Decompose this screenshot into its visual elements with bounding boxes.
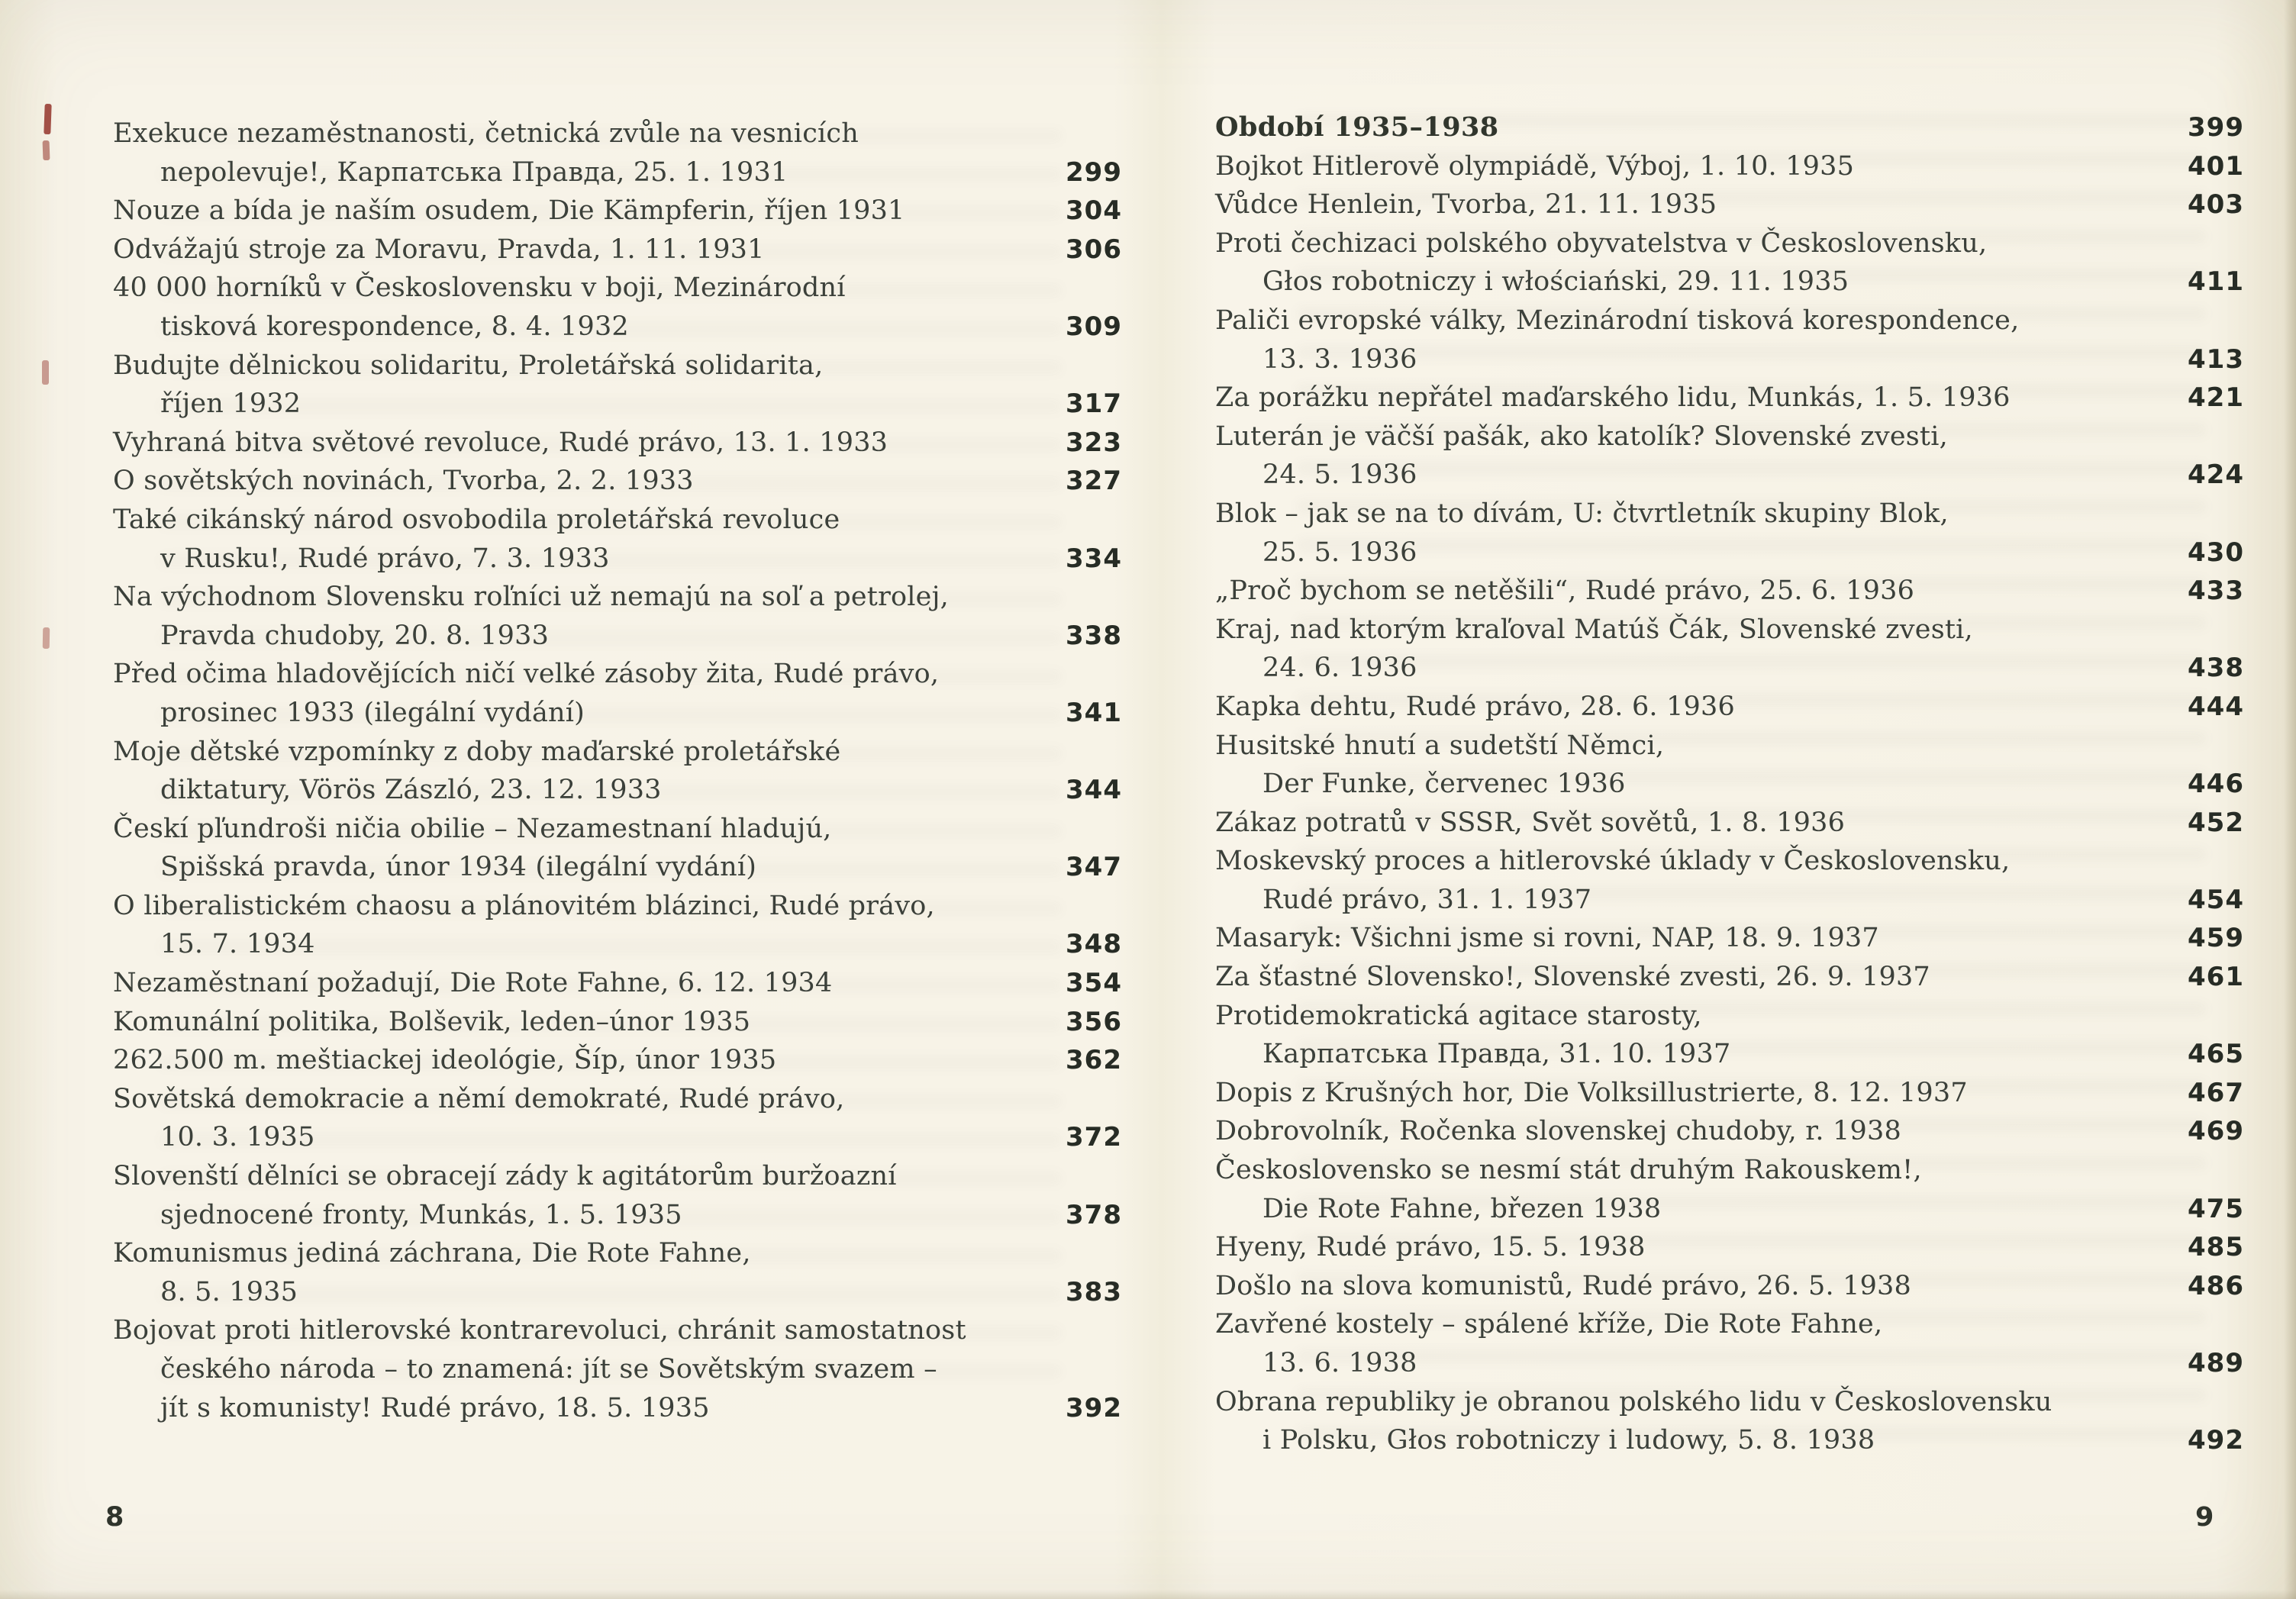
toc-line-text: Rudé právo, 31. 1. 1937 [1262,884,1592,915]
toc-page-number: 430 [2188,537,2244,568]
toc-page-number: 372 [1066,1122,1122,1153]
toc-line-text: Husitské hnutí a sudetští Němci, [1215,730,1665,761]
toc-line [113,501,1122,540]
toc-page-number: 399 [2188,112,2244,143]
toc-line [113,114,1122,153]
toc-line [113,655,1122,694]
toc-page-number: 403 [2188,189,2244,221]
toc-section-heading-line [1215,108,2244,147]
toc-line [1215,997,2244,1036]
toc-line-text: Bojkot Hitlerově olympiádě, Výboj, 1. 10. 1935 [1215,150,1855,182]
toc-line [1215,1151,2244,1190]
toc-line [1215,572,2244,611]
toc-line-text: 8. 5. 1935 [160,1276,298,1307]
toc-line-text: jít s komunisty! Rudé právo, 18. 5. 1935 [160,1392,710,1423]
toc-page-number: 424 [2188,459,2244,491]
toc-line-text: Dopis z Krušných hor, Die Volksillustrierte, 8. 12. 1937 [1215,1077,1968,1108]
toc-line [1215,456,2244,495]
toc-line-text: „Proč bychom se netěšili“, Rudé právo, 25. 6. 1936 [1215,575,1915,607]
toc-line-text: Bojovat proti hitlerovské kontrarevoluci, chránit samostatnost [113,1315,966,1346]
toc-page-number: 413 [2188,343,2244,375]
toc-page-number: 486 [2188,1270,2244,1301]
red-margin-mark [42,360,49,385]
toc-line [113,771,1122,810]
toc-line-text: Masaryk: Všichni jsme si rovni, NAP, 18. 9. 1937 [1215,923,1879,954]
toc-page-number: 323 [1066,427,1122,458]
toc-line [1215,649,2244,688]
toc-page-number: 438 [2188,653,2244,684]
toc-page-number: 446 [2188,769,2244,800]
red-margin-mark [43,627,50,649]
toc-line [113,1311,1122,1350]
toc-line-text: Došlo na slova komunistů, Rudé právo, 26. 5. 1938 [1215,1270,1911,1301]
toc-line-text: nepolevuje!, Карпатська Правда, 25. 1. 1931 [160,156,788,188]
toc-line-text: i Polsku, Głos robotniczy i ludowy, 5. 8. 1938 [1262,1425,1875,1456]
toc-line-text: Kraj, nad ktorým kraľoval Matúš Čák, Slovenské zvesti, [1215,614,1973,645]
toc-page-number: 338 [1066,620,1122,651]
toc-line-text: Za šťastné Slovensko!, Slovenské zvesti, 26. 9. 1937 [1215,962,1930,993]
toc-line-text: Obrana republiky je obranou polského lidu v Československu [1215,1386,2053,1417]
toc-line-text: Českí pľundroši ničia obilie – Nezamestnaní hladujú, [113,813,832,844]
toc-line [113,424,1122,463]
toc-page-number: 347 [1066,852,1122,883]
toc-line-text: 24. 5. 1936 [1262,459,1417,491]
toc-line [113,810,1122,849]
toc-line [1215,804,2244,843]
toc-line-text: Карпатська Правда, 31. 10. 1937 [1262,1039,1731,1070]
toc-line [113,1118,1122,1157]
toc-line-text: Komunismus jediná záchrana, Die Rote Fahne, [113,1238,751,1269]
toc-left-page [113,114,1122,1427]
toc-page-number: 492 [2188,1425,2244,1456]
toc-line-text: Sovětská demokracie a němí demokraté, Rudé právo, [113,1083,845,1114]
toc-page-number: 444 [2188,691,2244,722]
toc-line-text: Budujte dělnickou solidaritu, Proletářská solidarita, [113,350,824,381]
toc-line-text: Vyhraná bitva světové revoluce, Rudé právo, 13. 1. 1933 [113,427,888,458]
toc-line [1215,1035,2244,1074]
toc-page-number: 309 [1066,311,1122,342]
toc-line [113,153,1122,192]
toc-line [113,733,1122,772]
toc-line-text: Zákaz potratů v SSSR, Svět sovětů, 1. 8. 1936 [1215,807,1846,838]
toc-page-number: 411 [2188,266,2244,298]
toc-line-text: 24. 6. 1936 [1262,653,1417,684]
toc-line-text: sjednocené fronty, Munkás, 1. 5. 1935 [160,1199,682,1230]
toc-page-number: 299 [1066,156,1122,188]
toc-line-text: Spišská pravda, únor 1934 (ilegální vydání) [160,852,757,883]
toc-page-number: 317 [1066,388,1122,420]
toc-line-text: Kapka dehtu, Rudé právo, 28. 6. 1936 [1215,691,1735,722]
red-margin-mark [44,104,51,134]
toc-line-text: Moskevský proces a hitlerovské úklady v Československu, [1215,846,2011,877]
toc-line-text: Exekuce nezaměstnanosti, četnická zvůle na vesnicích [113,118,859,149]
toc-page-number: 378 [1066,1199,1122,1230]
toc-line-text: Blok – jak se na to dívám, U: čtvrtletník skupiny Blok, [1215,498,1949,529]
toc-line-text: Hyeny, Rudé právo, 15. 5. 1938 [1215,1232,1646,1263]
toc-line-text: 13. 3. 1936 [1262,343,1417,375]
toc-line [113,1350,1122,1389]
toc-line [113,848,1122,887]
toc-line [1215,919,2244,958]
toc-page-number: 459 [2188,923,2244,954]
toc-line-text: O sovětských novinách, Tvorba, 2. 2. 1933 [113,466,694,497]
toc-line [113,1041,1122,1080]
toc-line [1215,340,2244,379]
toc-line-text: tisková korespondence, 8. 4. 1932 [160,311,629,342]
toc-page-number: 362 [1066,1045,1122,1076]
toc-line [1215,263,2244,301]
toc-page-number: 467 [2188,1077,2244,1108]
toc-line [1215,495,2244,534]
toc-line [1215,727,2244,766]
toc-line [113,1389,1122,1428]
toc-line-text: Komunální politika, Bolševik, leden–únor 1935 [113,1006,751,1037]
toc-line [1215,1421,2244,1460]
toc-line-text: Protidemokratická agitace starosty, [1215,1000,1702,1031]
toc-page-number: 433 [2188,575,2244,607]
toc-line [113,887,1122,926]
toc-line [113,1157,1122,1196]
toc-line-text: Za porážku nepřátel maďarského lidu, Munkás, 1. 5. 1936 [1215,382,2011,414]
toc-line [113,308,1122,347]
toc-line-text: Slovenští dělníci se obracejí zády k agitátorům buržoazní [113,1161,897,1192]
toc-line-text: 10. 3. 1935 [160,1122,315,1153]
toc-page-number: 327 [1066,466,1122,497]
toc-page-number: 452 [2188,807,2244,838]
toc-line [1215,1344,2244,1383]
page-number-right: 9 [2195,1502,2214,1533]
toc-line [1215,958,2244,997]
toc-line-text: Paliči evropské války, Mezinárodní tisková korespondence, [1215,305,2020,336]
toc-page-number: 341 [1066,697,1122,728]
toc-line [113,694,1122,733]
toc-line-text: Proti čechizaci polského obyvatelstva v Československu, [1215,227,1988,259]
toc-line [113,578,1122,617]
toc-line-text: Před očima hladovějících ničí velké zásoby žita, Rudé právo, [113,659,940,690]
toc-line [113,192,1122,231]
toc-page-number: 485 [2188,1232,2244,1263]
toc-line-text: 25. 5. 1936 [1262,537,1417,568]
toc-line-text: říjen 1932 [160,388,302,420]
toc-line-text: diktatury, Vörös Zászló, 23. 12. 1933 [160,775,662,806]
toc-line [113,1196,1122,1235]
toc-line-text: Nouze a bída je naším osudem, Die Kämpferin, říjen 1931 [113,195,905,227]
toc-line-text: Moje dětské vzpomínky z doby maďarské proletářské [113,736,841,767]
toc-page-number: 356 [1066,1006,1122,1037]
toc-page-number: 469 [2188,1116,2244,1147]
toc-line [113,617,1122,656]
toc-page-number: 304 [1066,195,1122,227]
page-number-left: 8 [105,1502,124,1533]
toc-line [1215,881,2244,920]
toc-line [1215,379,2244,417]
toc-line-text: Die Rote Fahne, březen 1938 [1262,1193,1662,1224]
red-margin-mark [43,140,50,160]
toc-line [113,231,1122,269]
toc-line [1215,765,2244,804]
toc-line-text: Také cikánský národ osvobodila proletářská revoluce [113,504,840,535]
toc-line [1215,185,2244,224]
toc-line [113,385,1122,424]
toc-line [1215,842,2244,881]
toc-page-number: 334 [1066,543,1122,574]
toc-line-text: českého národa – to znamená: jít se Sovětským svazem – [160,1354,937,1385]
toc-line [1215,147,2244,186]
toc-page-number: 348 [1066,929,1122,960]
toc-line [1215,688,2244,727]
toc-line-text: O liberalistickém chaosu a plánovitém blázinci, Rudé právo, [113,890,935,921]
page-edge-shadow [0,1590,2296,1599]
toc-page-number: 454 [2188,884,2244,915]
toc-line [113,1273,1122,1312]
toc-page-number: 475 [2188,1193,2244,1224]
toc-line [113,540,1122,579]
toc-line-text: Odvážajú stroje za Moravu, Pravda, 1. 11. 1931 [113,234,765,265]
toc-line-text: Nezaměstnaní požadují, Die Rote Fahne, 6. 12. 1934 [113,968,833,999]
toc-line [1215,534,2244,572]
toc-line [113,462,1122,501]
toc-line-text: Československo se nesmí stát druhým Rakouskem!, [1215,1155,1922,1186]
toc-line [1215,1228,2244,1267]
toc-line-text: Zavřené kostely – spálené kříže, Die Rote Fahne, [1215,1309,1883,1340]
toc-line [113,925,1122,964]
toc-right-page [1215,108,2244,1460]
toc-page-number: 461 [2188,962,2244,993]
toc-page-number: 306 [1066,234,1122,265]
toc-page-number: 354 [1066,968,1122,999]
toc-page-number: 392 [1066,1392,1122,1423]
toc-line-text: Na východnom Slovensku roľníci už nemajú na soľ a petrolej, [113,582,949,613]
toc-line [1215,224,2244,263]
toc-line-text: Vůdce Henlein, Tvorba, 21. 11. 1935 [1215,189,1717,221]
toc-line [1215,1074,2244,1113]
toc-line-text: prosinec 1933 (ilegální vydání) [160,697,585,728]
page-edge-shadow [2284,0,2296,1599]
toc-line-text: 13. 6. 1938 [1262,1348,1417,1378]
toc-line [113,347,1122,385]
toc-line [113,1080,1122,1119]
toc-line-text: 40 000 horníků v Československu v boji, Mezinárodní [113,272,846,304]
toc-page-number: 383 [1066,1276,1122,1307]
toc-line [1215,1383,2244,1422]
toc-page-number: 421 [2188,382,2244,414]
toc-line [113,269,1122,308]
toc-line [113,1003,1122,1042]
toc-page-number: 401 [2188,150,2244,182]
toc-line [113,964,1122,1003]
toc-page-number: 489 [2188,1348,2244,1378]
toc-line [1215,1305,2244,1344]
toc-page-number: 465 [2188,1039,2244,1070]
toc-line-text: v Rusku!, Rudé právo, 7. 3. 1933 [160,543,610,574]
toc-line-text: Pravda chudoby, 20. 8. 1933 [160,620,550,651]
toc-line-text: Období 1935–1938 [1215,111,1499,143]
toc-line-text: Luterán je väčší pašák, ako katolík? Slovenské zvesti, [1215,421,1948,452]
toc-page-number: 344 [1066,775,1122,806]
toc-line-text: Der Funke, červenec 1936 [1262,769,1626,800]
toc-line [1215,417,2244,456]
toc-line [1215,611,2244,650]
toc-line [1215,301,2244,340]
toc-line [1215,1112,2244,1151]
toc-line-text: Dobrovolník, Ročenka slovenskej chudoby, r. 1938 [1215,1116,1901,1147]
toc-line-text: Głos robotniczy i włościański, 29. 11. 1935 [1262,266,1849,298]
toc-line-text: 262.500 m. meštiackej ideológie, Šíp, únor 1935 [113,1045,777,1076]
toc-line [113,1234,1122,1273]
toc-line [1215,1267,2244,1306]
toc-line-text: 15. 7. 1934 [160,929,315,960]
toc-line [1215,1190,2244,1229]
